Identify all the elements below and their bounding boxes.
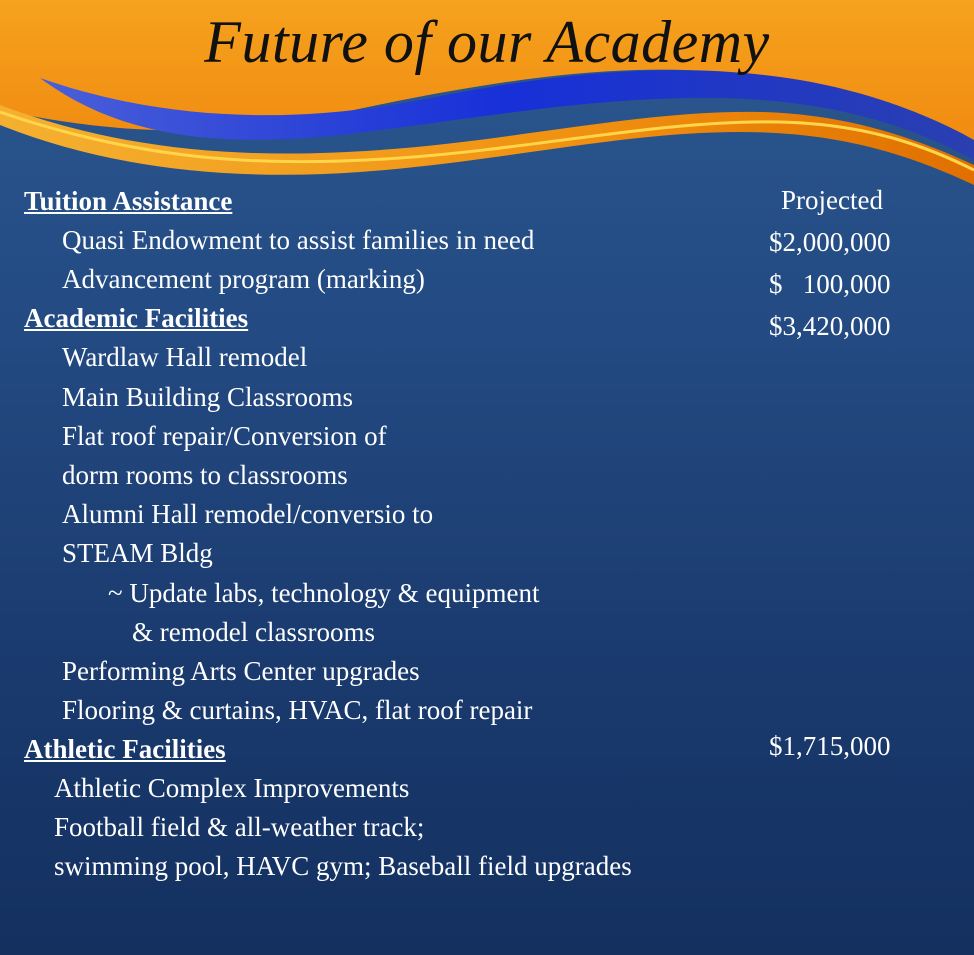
academic-item: Alumni Hall remodel/conversio to [62, 499, 434, 529]
heading-academic-facilities: Academic Facilities [24, 303, 249, 333]
academic-item: Performing Arts Center upgrades [62, 656, 420, 686]
academic-item: Main Building Classrooms [62, 382, 354, 412]
tuition-item-endowment: Quasi Endowment to assist families in need [62, 225, 535, 255]
academic-item: dorm rooms to classrooms [62, 460, 348, 490]
academic-item: Flooring & curtains, HVAC, flat roof repair [62, 695, 533, 725]
page-title: Future of our Academy [204, 9, 770, 75]
academic-subitem: & remodel classrooms [132, 617, 375, 647]
projected-header: Projected [781, 185, 883, 215]
tuition-amount-advancement: $ 100,000 [769, 269, 891, 299]
tuition-item-advancement: Advancement program (marking) [62, 264, 425, 294]
athletic-item: Football field & all-weather track; [54, 812, 425, 842]
academic-item: STEAM Bldg [62, 538, 213, 568]
academic-item: Flat roof repair/Conversion of [62, 421, 387, 451]
athletic-item: swimming pool, HAVC gym; Baseball field upgrades [54, 851, 632, 881]
athletic-amount: $1,715,000 [769, 731, 891, 761]
heading-athletic-facilities: Athletic Facilities [24, 734, 226, 764]
tuition-amount-endowment: $2,000,000 [769, 227, 891, 257]
academic-item: Wardlaw Hall remodel [62, 342, 308, 372]
academic-amount: $3,420,000 [769, 311, 891, 341]
heading-tuition-assistance: Tuition Assistance [24, 186, 233, 216]
academic-subitem: ~ Update labs, technology & equipment [108, 578, 540, 608]
athletic-item: Athletic Complex Improvements [54, 773, 410, 803]
